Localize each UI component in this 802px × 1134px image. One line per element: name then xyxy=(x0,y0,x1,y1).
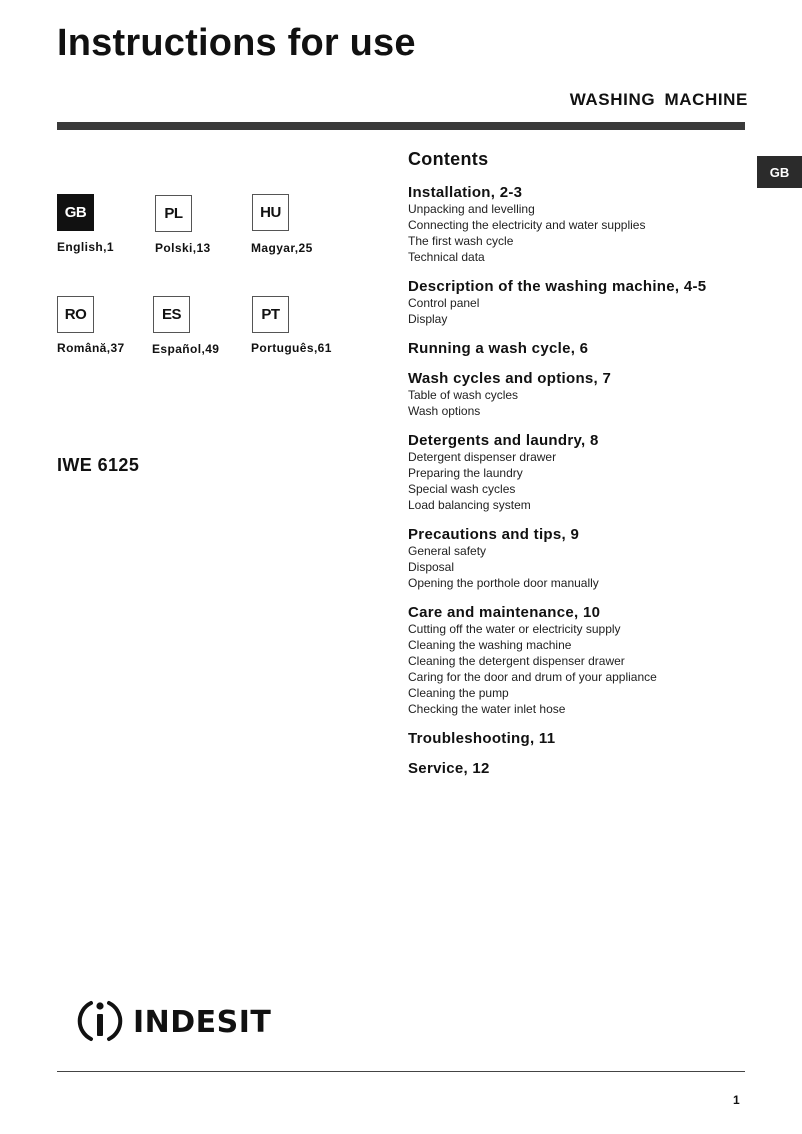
toc-item[interactable]: Special wash cycles xyxy=(408,482,516,496)
toc-item[interactable]: Unpacking and levelling xyxy=(408,202,535,216)
lang-code-pt[interactable]: PT xyxy=(252,296,289,333)
toc-item[interactable]: Control panel xyxy=(408,296,480,310)
toc-section-precautions xyxy=(408,526,758,591)
brand-wordmark: INDESIT xyxy=(133,1005,272,1040)
toc-heading[interactable]: Installation, 2-3 xyxy=(408,184,523,201)
toc-item[interactable]: Cleaning the detergent dispenser drawer xyxy=(408,654,625,668)
lang-code-hu[interactable]: HU xyxy=(252,194,289,231)
footer-divider xyxy=(57,1071,745,1072)
lang-label-magyar[interactable]: Magyar,25 xyxy=(251,241,313,255)
toc-item[interactable]: Load balancing system xyxy=(408,498,531,512)
toc-heading[interactable]: Running a wash cycle, 6 xyxy=(408,340,589,357)
toc-item[interactable]: Preparing the laundry xyxy=(408,466,523,480)
lang-label-english[interactable]: English,1 xyxy=(57,240,114,254)
lang-label-romana[interactable]: Română,37 xyxy=(57,341,125,355)
toc-section-troubleshooting xyxy=(408,730,758,747)
toc-heading[interactable]: Precautions and tips, 9 xyxy=(408,526,580,543)
indesit-i-logo-icon xyxy=(75,995,125,1050)
toc-section-installation xyxy=(408,184,758,265)
toc-item[interactable]: Disposal xyxy=(408,560,455,574)
toc-item[interactable]: Connecting the electricity and water supplies xyxy=(408,218,646,232)
toc-item[interactable]: Wash options xyxy=(408,404,481,418)
lang-code-ro[interactable]: RO xyxy=(57,296,94,333)
toc-section-detergents xyxy=(408,432,758,513)
toc-item[interactable]: Cutting off the water or electricity supply xyxy=(408,622,621,636)
toc-item[interactable]: Checking the water inlet hose xyxy=(408,702,566,716)
lang-code-pl[interactable]: PL xyxy=(155,195,192,232)
toc-section-wash-cycles xyxy=(408,370,758,419)
language-tab-gb: GB xyxy=(757,156,802,188)
toc-item[interactable]: Display xyxy=(408,312,448,326)
toc-heading[interactable]: Care and maintenance, 10 xyxy=(408,604,601,621)
toc-item[interactable]: Technical data xyxy=(408,250,485,264)
brand-logo xyxy=(75,995,271,1050)
toc-section-running xyxy=(408,340,758,357)
toc-heading[interactable]: Description of the washing machine, 4-5 xyxy=(408,278,707,295)
table-of-contents xyxy=(408,149,758,790)
page-number: 1 xyxy=(733,1093,740,1107)
toc-item[interactable]: General safety xyxy=(408,544,487,558)
toc-item[interactable]: Cleaning the pump xyxy=(408,686,509,700)
toc-heading[interactable]: Wash cycles and options, 7 xyxy=(408,370,612,387)
toc-section-service xyxy=(408,760,758,777)
toc-heading[interactable]: Detergents and laundry, 8 xyxy=(408,432,599,449)
page-title: Instructions for use xyxy=(57,22,416,64)
lang-code-es[interactable]: ES xyxy=(153,296,190,333)
toc-item[interactable]: Caring for the door and drum of your appliance xyxy=(408,670,657,684)
toc-item[interactable]: Detergent dispenser drawer xyxy=(408,450,557,464)
model-number: IWE 6125 xyxy=(57,455,140,475)
lang-label-polski[interactable]: Polski,13 xyxy=(155,241,211,255)
toc-heading[interactable]: Troubleshooting, 11 xyxy=(408,730,556,747)
product-type: WASHING MACHINE xyxy=(569,90,748,109)
lang-label-portugues[interactable]: Português,61 xyxy=(251,341,332,355)
toc-item[interactable]: Table of wash cycles xyxy=(408,388,519,402)
toc-heading[interactable]: Service, 12 xyxy=(408,760,490,777)
toc-section-description xyxy=(408,278,758,327)
toc-item[interactable]: Cleaning the washing machine xyxy=(408,638,572,652)
header-divider xyxy=(57,122,745,130)
lang-label-espanol[interactable]: Español,49 xyxy=(152,342,220,356)
contents-title: Contents xyxy=(408,149,489,169)
lang-code-gb[interactable]: GB xyxy=(57,194,94,231)
toc-item[interactable]: The first wash cycle xyxy=(408,234,514,248)
toc-section-care xyxy=(408,604,758,717)
toc-item[interactable]: Opening the porthole door manually xyxy=(408,576,599,590)
